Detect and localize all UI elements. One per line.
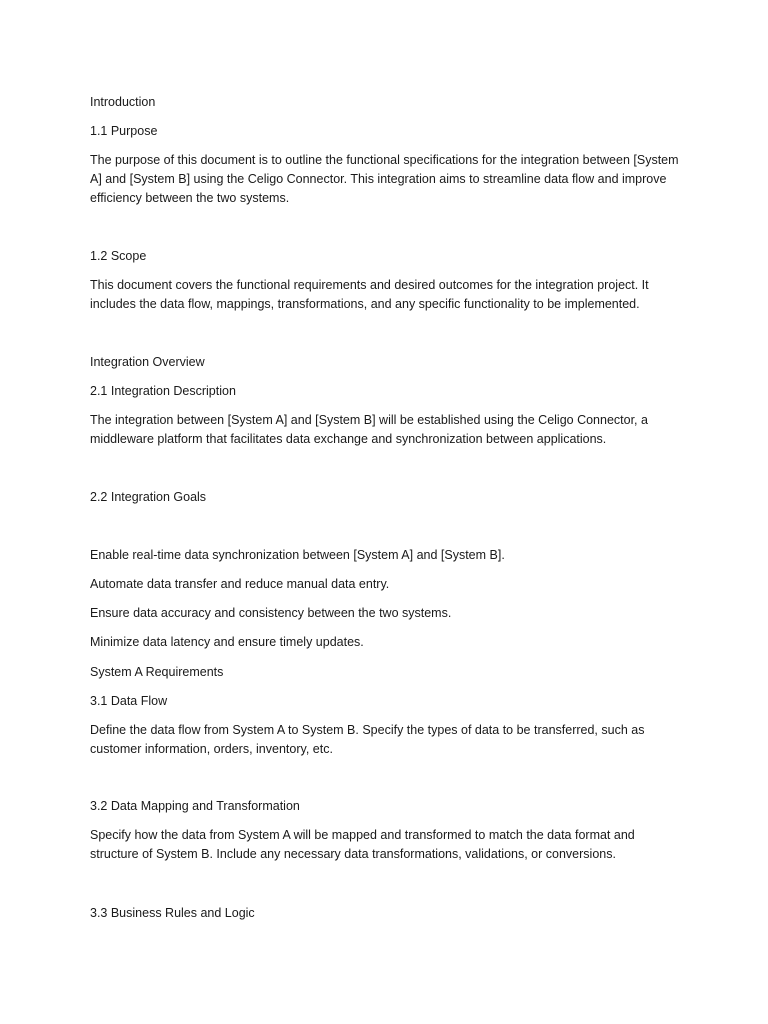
paragraph-data-mapping: Specify how the data from System A will be mapped and transformed to match the data format and structure of System B. Include any necessary data transformations, validations, or conversions. [90, 828, 635, 861]
goal-item: Minimize data latency and ensure timely updates. [90, 635, 364, 649]
goal-item: Enable real-time data synchronization between [System A] and [System B]. [90, 548, 505, 562]
paragraph-purpose: The purpose of this document is to outline the functional specifications for the integration between [System A] and [System B] using the Celigo Connector. This integration aims to streamline data flow and improve efficiency between the two systems. [90, 153, 679, 205]
goal-item: Ensure data accuracy and consistency between the two systems. [90, 606, 452, 620]
heading-integration-overview: Integration Overview [90, 355, 205, 369]
heading-data-flow: 3.1 Data Flow [90, 694, 168, 708]
heading-integration-goals: 2.2 Integration Goals [90, 490, 207, 504]
heading-scope: 1.2 Scope [90, 249, 147, 263]
heading-data-mapping: 3.2 Data Mapping and Transformation [90, 799, 300, 813]
paragraph-integration-description: The integration between [System A] and [System B] will be established using the Celigo Connector, a middleware platform that facilitates data exchange and synchronization between applications. [90, 413, 648, 446]
goal-item: Automate data transfer and reduce manual data entry. [90, 577, 390, 591]
heading-business-rules: 3.3 Business Rules and Logic [90, 906, 255, 920]
heading-purpose: 1.1 Purpose [90, 124, 158, 138]
heading-integration-description: 2.1 Integration Description [90, 384, 236, 398]
heading-system-a-requirements: System A Requirements [90, 665, 224, 679]
paragraph-scope: This document covers the functional requirements and desired outcomes for the integration project. It includes the data flow, mappings, transformations, and any specific functionality to be implemented. [90, 278, 649, 311]
paragraph-data-flow: Define the data flow from System A to System B. Specify the types of data to be transferred, such as customer information, orders, inventory, etc. [90, 723, 645, 756]
heading-introduction: Introduction [90, 95, 156, 109]
